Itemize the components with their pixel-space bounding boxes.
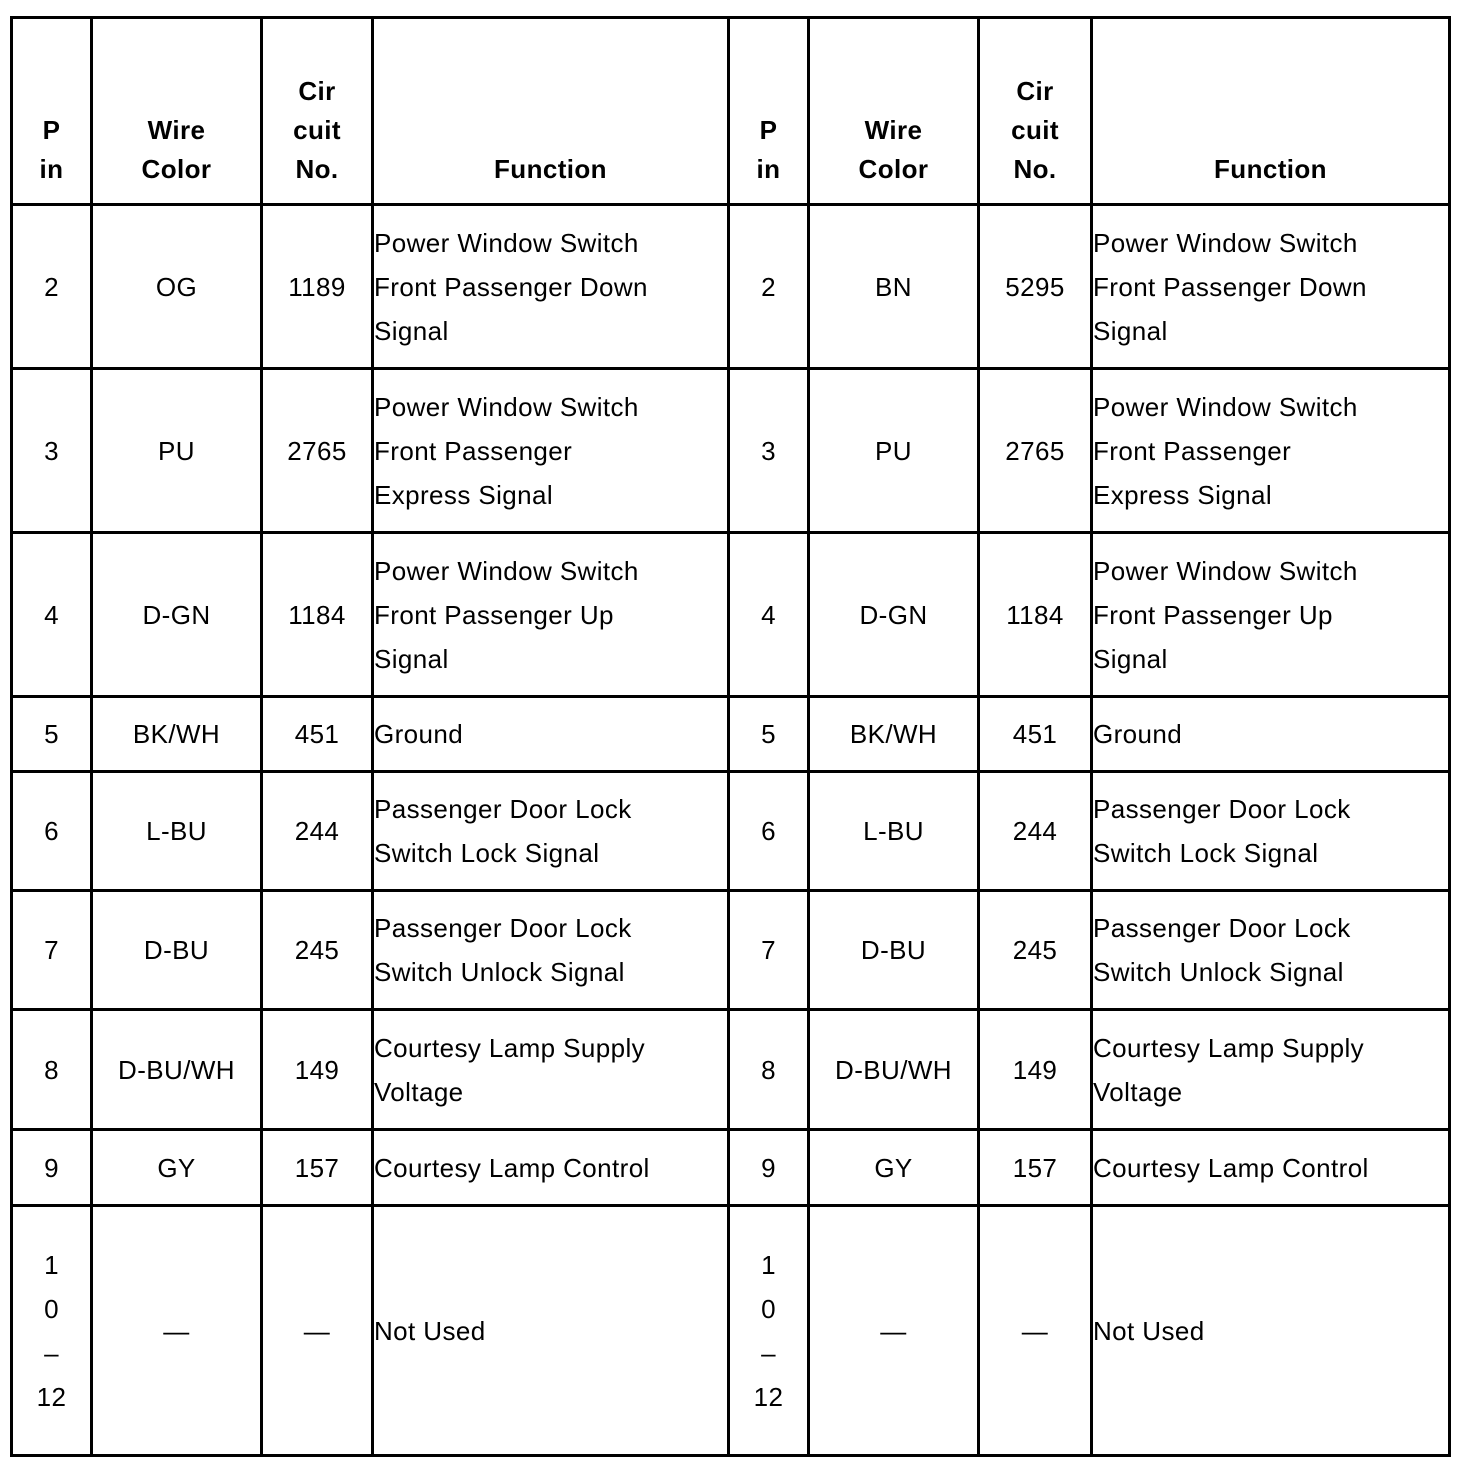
circuit-cell: 451 <box>262 697 373 772</box>
circuit-cell: 451 <box>979 697 1092 772</box>
right-pin-header: P in <box>729 18 809 205</box>
pin-cell: 7 <box>12 891 92 1010</box>
function-cell: Passenger Door Lock Switch Unlock Signal <box>373 891 729 1010</box>
wire-color-cell: BK/WH <box>92 697 262 772</box>
right-wire-color-header: Wire Color <box>809 18 979 205</box>
wire-color-cell: D-BU <box>92 891 262 1010</box>
left-circuit-no-header: Cir cuit No. <box>262 18 373 205</box>
pin-cell: 1 0 – 12 <box>729 1206 809 1456</box>
wire-color-cell: BN <box>809 205 979 369</box>
circuit-cell: 1189 <box>262 205 373 369</box>
pin-cell: 2 <box>729 205 809 369</box>
pin-cell: 5 <box>12 697 92 772</box>
circuit-cell: — <box>262 1206 373 1456</box>
left-pin-header: P in <box>12 18 92 205</box>
table-row <box>12 369 1450 533</box>
table-row <box>12 533 1450 697</box>
pin-cell: 2 <box>12 205 92 369</box>
pin-cell: 3 <box>12 369 92 533</box>
circuit-cell: 1184 <box>979 533 1092 697</box>
table-row <box>12 1010 1450 1130</box>
table-row <box>12 772 1450 891</box>
function-cell: Courtesy Lamp Control <box>373 1130 729 1206</box>
function-cell: Passenger Door Lock Switch Lock Signal <box>373 772 729 891</box>
function-cell: Passenger Door Lock Switch Lock Signal <box>1092 772 1450 891</box>
function-cell: Power Window Switch Front Passenger Express Signal <box>1092 369 1450 533</box>
wire-color-cell: — <box>809 1206 979 1456</box>
wire-color-cell: PU <box>809 369 979 533</box>
left-wire-color-header: Wire Color <box>92 18 262 205</box>
wire-color-cell: GY <box>92 1130 262 1206</box>
wire-color-cell: D-GN <box>92 533 262 697</box>
right-function-header: Function <box>1092 18 1450 205</box>
wire-color-cell: D-GN <box>809 533 979 697</box>
pin-cell: 1 0 – 12 <box>12 1206 92 1456</box>
function-cell: Ground <box>373 697 729 772</box>
pin-cell: 8 <box>729 1010 809 1130</box>
pin-cell: 9 <box>729 1130 809 1206</box>
circuit-cell: 157 <box>262 1130 373 1206</box>
function-cell: Power Window Switch Front Passenger Express Signal <box>373 369 729 533</box>
wire-color-cell: PU <box>92 369 262 533</box>
function-cell: Power Window Switch Front Passenger Up Signal <box>1092 533 1450 697</box>
table-row <box>12 1130 1450 1206</box>
function-cell: Courtesy Lamp Control <box>1092 1130 1450 1206</box>
circuit-cell: 244 <box>979 772 1092 891</box>
circuit-cell: 149 <box>262 1010 373 1130</box>
right-circuit-no-header: Cir cuit No. <box>979 18 1092 205</box>
circuit-cell: 149 <box>979 1010 1092 1130</box>
circuit-cell: — <box>979 1206 1092 1456</box>
function-cell: Not Used <box>373 1206 729 1456</box>
pin-cell: 5 <box>729 697 809 772</box>
pin-cell: 3 <box>729 369 809 533</box>
wire-color-cell: L-BU <box>809 772 979 891</box>
pin-cell: 4 <box>729 533 809 697</box>
circuit-cell: 245 <box>979 891 1092 1010</box>
wire-color-cell: OG <box>92 205 262 369</box>
wire-color-cell: GY <box>809 1130 979 1206</box>
circuit-cell: 2765 <box>262 369 373 533</box>
function-cell: Passenger Door Lock Switch Unlock Signal <box>1092 891 1450 1010</box>
wire-color-cell: D-BU/WH <box>809 1010 979 1130</box>
table-row <box>12 697 1450 772</box>
function-cell: Power Window Switch Front Passenger Down Signal <box>1092 205 1450 369</box>
table-row <box>12 1206 1450 1456</box>
circuit-cell: 244 <box>262 772 373 891</box>
circuit-cell: 2765 <box>979 369 1092 533</box>
pin-cell: 4 <box>12 533 92 697</box>
header-row <box>12 18 1450 205</box>
pin-cell: 6 <box>12 772 92 891</box>
wire-color-cell: L-BU <box>92 772 262 891</box>
function-cell: Not Used <box>1092 1206 1450 1456</box>
function-cell: Courtesy Lamp Supply Voltage <box>1092 1010 1450 1130</box>
circuit-cell: 5295 <box>979 205 1092 369</box>
table-row <box>12 891 1450 1010</box>
circuit-cell: 157 <box>979 1130 1092 1206</box>
pin-cell: 9 <box>12 1130 92 1206</box>
function-cell: Power Window Switch Front Passenger Down Signal <box>373 205 729 369</box>
wire-color-cell: BK/WH <box>809 697 979 772</box>
wire-color-cell: — <box>92 1206 262 1456</box>
pin-cell: 7 <box>729 891 809 1010</box>
circuit-cell: 1184 <box>262 533 373 697</box>
function-cell: Courtesy Lamp Supply Voltage <box>373 1010 729 1130</box>
left-function-header: Function <box>373 18 729 205</box>
pin-cell: 8 <box>12 1010 92 1130</box>
wire-color-cell: D-BU/WH <box>92 1010 262 1130</box>
circuit-cell: 245 <box>262 891 373 1010</box>
table-row <box>12 205 1450 369</box>
wire-color-cell: D-BU <box>809 891 979 1010</box>
connector-pinout-table <box>10 16 1451 1457</box>
function-cell: Power Window Switch Front Passenger Up Signal <box>373 533 729 697</box>
function-cell: Ground <box>1092 697 1450 772</box>
pin-cell: 6 <box>729 772 809 891</box>
